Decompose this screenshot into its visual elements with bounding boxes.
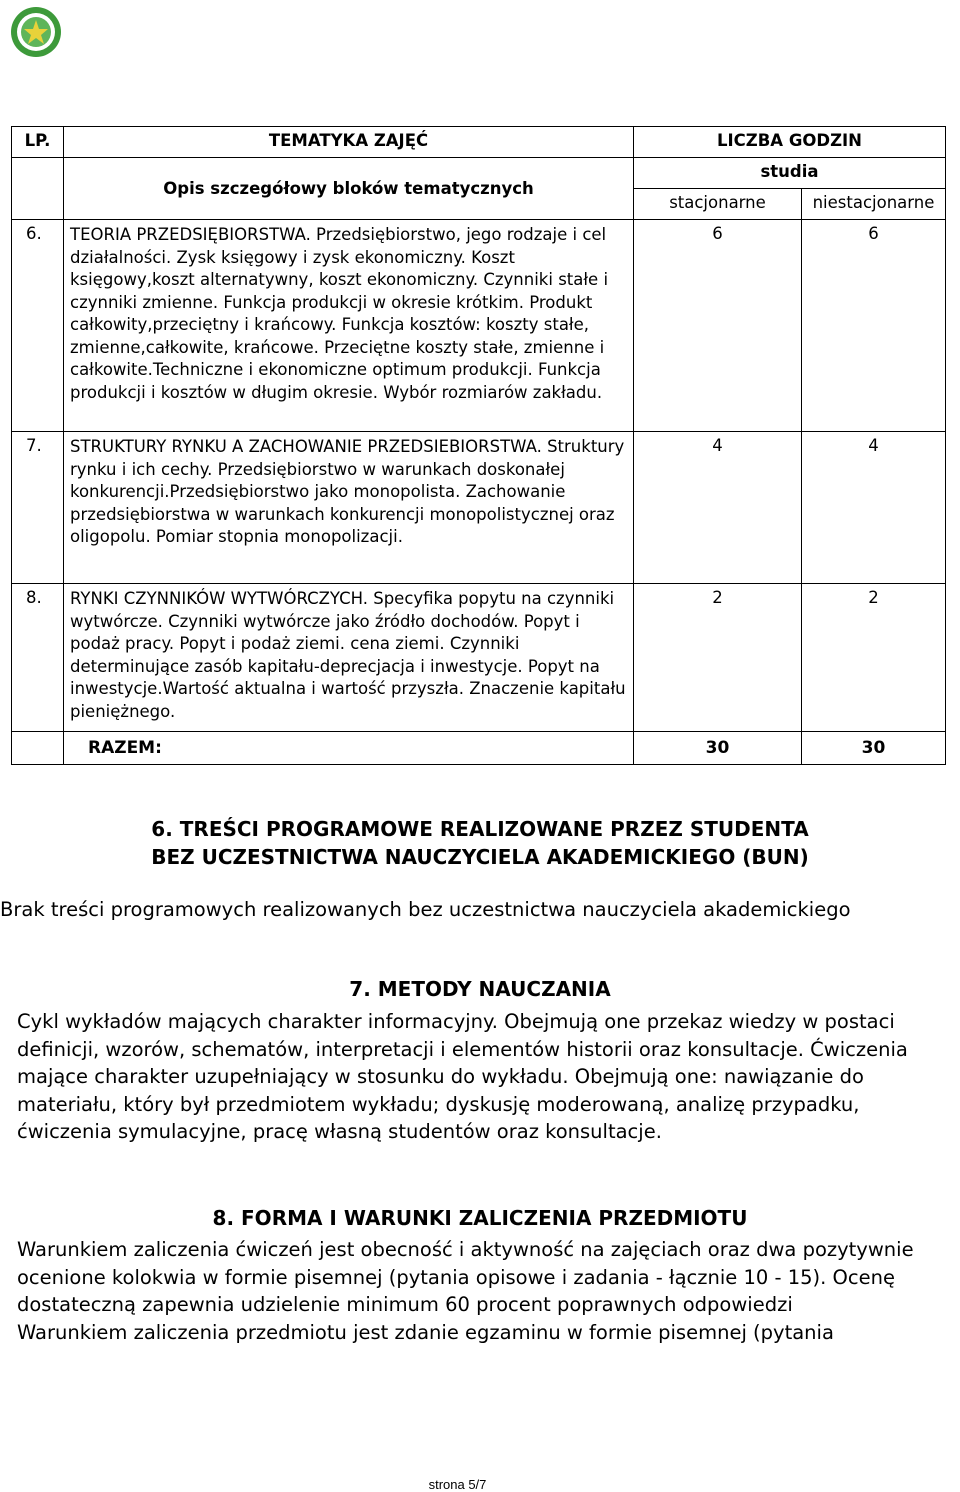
page-number: strona 5/7 bbox=[428, 1477, 487, 1492]
row-niestac-hours: 2 bbox=[802, 584, 946, 732]
section-7-title: 7. METODY NAUCZANIA bbox=[349, 977, 611, 1001]
col-hours-header: LICZBA GODZIN bbox=[634, 127, 946, 158]
row-niestac-hours: 6 bbox=[802, 220, 946, 432]
table-row bbox=[12, 432, 946, 584]
desc-subheader: Opis szczegółowy bloków tematycznych bbox=[64, 158, 634, 220]
section-6-title-line2: BEZ UCZESTNICTWA NAUCZYCIELA AKADEMICKIEGO (BUN) bbox=[151, 845, 809, 869]
section-7-text: Cykl wykładów mających charakter informacyjny. Obejmują one przekaz wiedzy w postaci definicji, wzorów, schematów, interpretacji i elementów historii oraz konsultacje. Ćwiczenia mające charakter uzupełniający w stosunku do wykładu. Obejmują one: nawiązanie do materiału, który był przedmiotem wykładu; dyskusję moderowaną, analizę przypadku, ćwiczenia symulacyjne, pracę własną studentów oraz konsultacje. bbox=[17, 1010, 908, 1143]
section-8-title: 8. FORMA I WARUNKI ZALICZENIA PRZEDMIOTU bbox=[212, 1206, 748, 1230]
row-niestac-hours: 4 bbox=[802, 432, 946, 584]
section-8-text bbox=[17, 1236, 947, 1346]
row-description: RYNKI CZYNNIKÓW WYTWÓRCZYCH. Specyfika popytu na czynniki wytwórcze. Czynniki wytwórcze jako źródło dochodów. Popyt i podaż pracy. Popyt i podaż ziemi. cena ziemi. Czynniki determinujące zasób kapitału-deprecjacja i inwestycje. Popyt na inwestycje.Wartość aktualna i wartość przyszła. Znaczenie kapitału pieniężnego. bbox=[64, 584, 634, 732]
row-stac-hours: 2 bbox=[634, 584, 802, 732]
total-niestac: 30 bbox=[802, 732, 946, 765]
stac-subheader: stacjonarne bbox=[634, 189, 802, 220]
total-label: RAZEM: bbox=[64, 732, 634, 765]
program-table bbox=[11, 126, 946, 765]
row-description: TEORIA PRZEDSIĘBIORSTWA. Przedsiębiorstwo, jego rodzaje i cel działalności. Zysk księgowy i zysk ekonomiczny. Koszt księgowy,koszt alternatywny, koszt ekonomiczny. Czynniki stałe i czynniki zmienne. Funkcja produkcji w okresie krótkim. Produkt całkowity,przeciętny i krańcowy. Funkcja kosztów: koszty stałe, zmienne,całkowite, krańcowe. Przeciętne koszty stałe, zmienne i całkowite.Techniczne i ekonomiczne optimum produkcji. Funkcja produkcji i kosztów w długim okresie. Wybór rozmiarów zakładu. bbox=[64, 220, 634, 432]
col-topic-header: TEMATYKA ZAJĘĆ bbox=[64, 127, 634, 158]
section-6-title bbox=[0, 815, 960, 871]
empty-cell bbox=[12, 158, 64, 220]
empty-cell bbox=[12, 732, 64, 765]
studia-subheader: studia bbox=[634, 158, 946, 189]
col-lp-header: LP. bbox=[12, 127, 64, 158]
table-row bbox=[12, 584, 946, 732]
row-lp: 6. bbox=[12, 220, 64, 432]
row-stac-hours: 4 bbox=[634, 432, 802, 584]
section-6-text: Brak treści programowych realizowanych bez uczestnictwa nauczyciela akademickiego bbox=[0, 898, 851, 921]
row-lp: 7. bbox=[12, 432, 64, 584]
niestac-subheader: niestacjonarne bbox=[802, 189, 946, 220]
row-description: STRUKTURY RYNKU A ZACHOWANIE PRZEDSIEBIORSTWA. Struktury rynku i ich cechy. Przedsiębiorstwo w warunkach doskonałej konkurencji.Przedsiębiorstwo jako monopolista. Zachowanie przedsiębiorstwa w warunkach konkurencji monopolistycznej oraz oligopolu. Pomiar stopnia monopolizacji. bbox=[64, 432, 634, 584]
row-lp: 8. bbox=[12, 584, 64, 732]
section-8-paragraph-1: Warunkiem zaliczenia ćwiczeń jest obecność i aktywność na zajęciach oraz dwa pozytywnie ocenione kolokwia w formie pisemnej (pytania opisowe i zadania - łącznie 10 - 15). Ocenę dostateczną zapewnia udzielenie minimum 60 procent poprawnych odpowiedzi bbox=[17, 1238, 914, 1316]
section-6-title-line1: 6. TREŚCI PROGRAMOWE REALIZOWANE PRZEZ STUDENTA bbox=[151, 817, 809, 841]
section-8-paragraph-2: Warunkiem zaliczenia przedmiotu jest zdanie egzaminu w formie pisemnej (pytania bbox=[17, 1320, 834, 1344]
table-row bbox=[12, 220, 946, 432]
university-logo bbox=[10, 6, 62, 58]
row-stac-hours: 6 bbox=[634, 220, 802, 432]
total-stac: 30 bbox=[634, 732, 802, 765]
